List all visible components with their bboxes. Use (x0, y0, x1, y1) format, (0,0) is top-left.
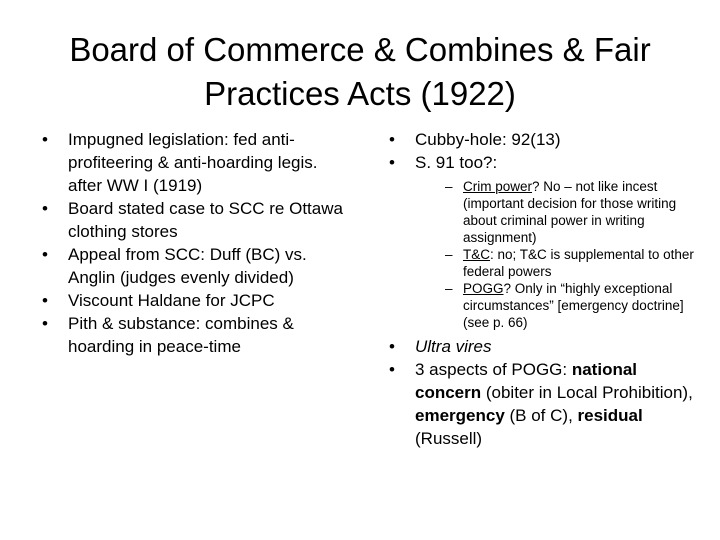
pogg-aspects-intro: 3 aspects of POGG: (415, 360, 572, 379)
slide-title (20, 28, 700, 116)
left-bullet-haldane: • Viscount Haldane for JCPC (36, 289, 354, 312)
sub-bullet-crim-power (415, 178, 703, 246)
ultra-vires-text: Ultra vires (415, 337, 492, 356)
emergency-term: emergency (415, 406, 505, 425)
left-bullet-appeal: • Appeal from SCC: Duff (BC) vs. Anglin (judges evenly divided) (36, 243, 354, 289)
sub-bullet-pogg (415, 280, 703, 331)
pogg-aspects-text-4: (Russell) (415, 429, 483, 448)
right-bullet-pogg-aspects (383, 358, 703, 450)
national-concern-term: national concern (415, 360, 638, 402)
pogg-text: ? Only in “highly exceptional circumstances” [emergency doctrine] (see p. 66) (463, 281, 684, 330)
left-bullet-impugned-legislation: • Impugned legislation: fed anti-profiteering & anti-hoarding legis. after WW I (1919) (36, 128, 354, 197)
s91-label: S. 91 too?: (415, 153, 498, 172)
right-bullet-cubby-hole: • Cubby-hole: 92(13) (383, 128, 703, 151)
pogg-aspects-text-2: (obiter in Local Prohibition), (481, 383, 693, 402)
slide-title-line-2: Practices Acts (1922) (204, 75, 516, 112)
left-bullet-pith-substance: • Pith & substance: combines & hoarding in peace-time (36, 312, 354, 358)
left-column (36, 128, 354, 358)
right-bullet-list (383, 128, 703, 450)
sub-bullet-tc (415, 246, 703, 280)
pogg-aspects-text-3: (B of C), (504, 406, 578, 425)
tc-term: T&C (463, 247, 490, 262)
tc-text: : no; T&C is supplemental to other federal powers (463, 247, 694, 279)
pogg-term: POGG (463, 281, 504, 296)
s91-sub-list (415, 178, 703, 331)
crim-power-text: ? No – not like incest (important decision for those writing about criminal power in writing assignment) (463, 179, 677, 245)
left-bullet-stated-case: • Board stated case to SCC re Ottawa clothing stores (36, 197, 354, 243)
right-bullet-ultra-vires (383, 335, 703, 358)
right-bullet-s91 (383, 151, 703, 331)
slide-title-line-1: Board of Commerce & Combines & Fair (69, 31, 651, 68)
crim-power-term: Crim power (463, 179, 533, 194)
right-column (383, 128, 703, 450)
residual-term: residual (577, 406, 643, 425)
left-bullet-list (36, 128, 354, 358)
